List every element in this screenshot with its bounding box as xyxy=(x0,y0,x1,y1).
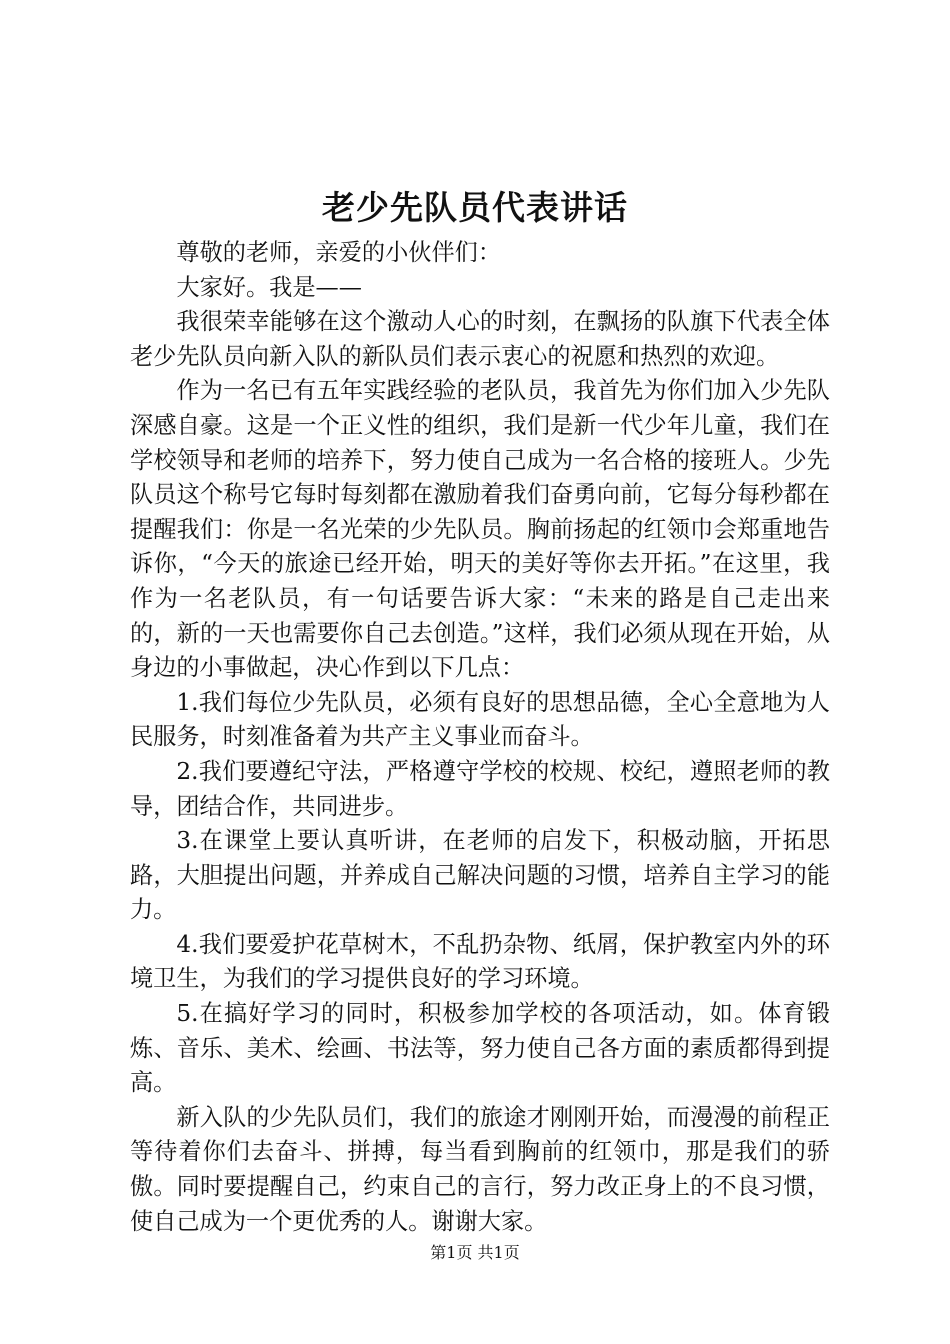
page-number-footer: 第1页 共1页 xyxy=(430,1243,520,1262)
list-item-paragraph: 5.在搞好学习的同时，积极参加学校的各项活动，如。体育锻炼、音乐、美术、绘画、书法等，努力使自己各方面的素质都得到提高。 xyxy=(130,1000,830,1097)
greeting-paragraph: 大家好。我是—— xyxy=(176,273,362,301)
body-paragraph: 我很荣幸能够在这个激动人心的时刻，在飘扬的队旗下代表全体老少先队员向新入队的新队员们表示衷心的祝愿和热烈的欢迎。 xyxy=(130,308,830,370)
list-item-paragraph: 1.我们每位少先队员，必须有良好的思想品德，全心全意地为人民服务，时刻准备着为共产主义事业而奋斗。 xyxy=(130,688,830,751)
list-item-paragraph: 2.我们要遵纪守法，严格遵守学校的校规、校纪，遵照老师的教导，团结合作，共同进步。 xyxy=(130,757,830,820)
document-body xyxy=(130,236,830,1239)
list-item-paragraph: 4.我们要爱护花草树木，不乱扔杂物、纸屑，保护教室内外的环境卫生，为我们的学习提供良好的学习环境。 xyxy=(130,930,830,993)
closing-paragraph: 新入队的少先队员们，我们的旅途才刚刚开始，而漫漫的前程正等待着你们去奋斗、拼搏，每当看到胸前的红领巾，那是我们的骄傲。同时要提醒自己，约束自己的言行，努力改正身上的不良习惯，使自己成为一个更优秀的人。谢谢大家。 xyxy=(130,1103,830,1235)
document-title: 老少先队员代表讲话 xyxy=(322,188,628,227)
salutation-paragraph: 尊敬的老师，亲爱的小伙伴们： xyxy=(176,239,502,266)
body-paragraph: 作为一名已有五年实践经验的老队员，我首先为你们加入少先队深感自豪。这是一个正义性的组织，我们是新一代少年儿童，我们在学校领导和老师的培养下，努力使自己成为一名合格的接班人。少先队员这个称号它每时每刻都在激励着我们奋勇向前，它每分每秒都在提醒我们：你是一名光荣的少先队员。胸前扬起的红领巾会郑重地告诉你，“今天的旅途已经开始，明天的美好等你去开拓。”在这里，我作为一名老队员，有一句话要告诉大家：“未来的路是自己走出来的，新的一天也需要你自己去创造。”这样，我们必须从现在开始，从身边的小事做起，决心作到以下几点： xyxy=(130,377,830,682)
list-item-paragraph: 3.在课堂上要认真听讲，在老师的启发下，积极动脑，开拓思路，大胆提出问题，并养成自己解决问题的习惯，培养自主学习的能力。 xyxy=(130,827,830,924)
